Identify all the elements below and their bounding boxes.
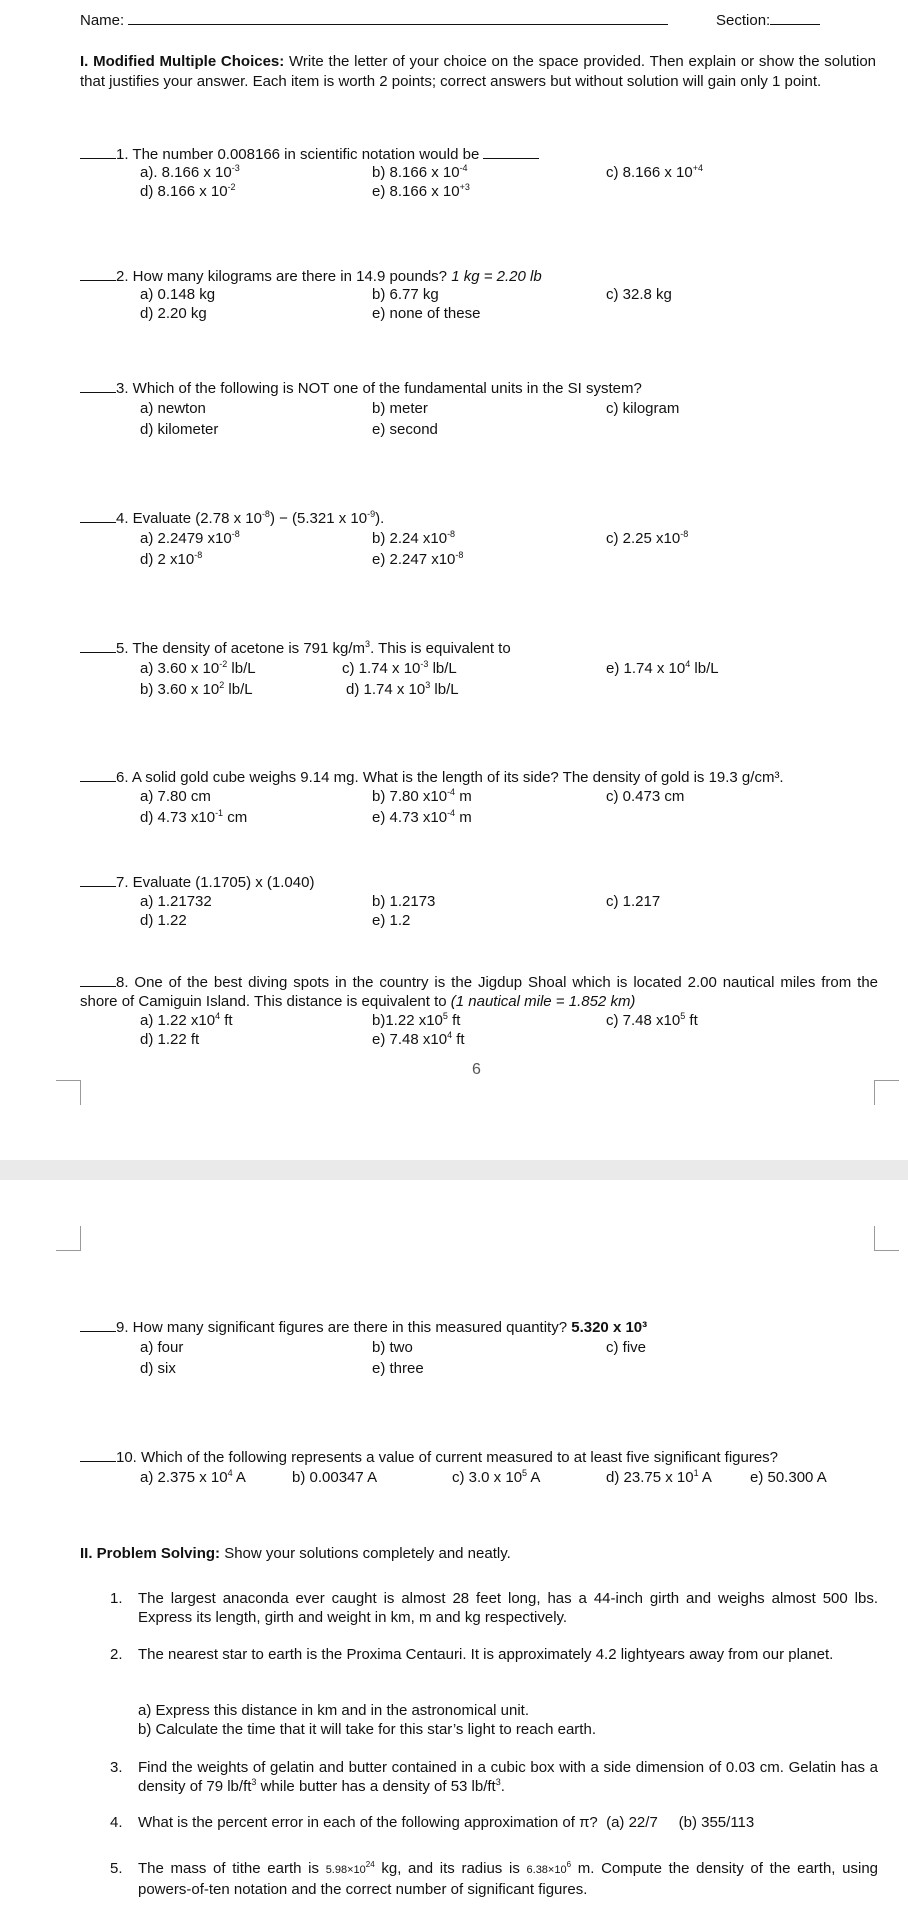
section-blank[interactable] [770, 10, 820, 25]
q6-choice-e: e) 4.73 $x10^{-4}$ m [372, 808, 472, 826]
page-gap [0, 1160, 908, 1180]
answer-blank-9[interactable] [80, 1317, 116, 1332]
q4-choice-d: d) 2 $x10^{-8}$ [140, 550, 203, 568]
answer-blank-10[interactable] [80, 1447, 116, 1462]
q3-choice-b: b) meter [372, 400, 428, 417]
question-6-stem: 6. A solid gold cube weighs 9.14 mg. What is the length of its side? The density of gold is 19.3 g/cm³. [80, 767, 784, 787]
q6-choice-b: b) 7.80 $x10^{-4}$ m [372, 787, 472, 805]
q7-choice-d: d) 1.22 [140, 912, 187, 929]
q2-choice-e: e) none of these [372, 305, 481, 322]
q8-choice-a: a) 1.22 $x10^4$ ft [140, 1011, 233, 1029]
crop-mark-top-right [874, 1080, 899, 1105]
answer-blank-3[interactable] [80, 378, 116, 393]
q8-choice-e: e) 7.48 $x10^4$ ft [372, 1030, 465, 1048]
problem-5-text: The mass of tithe earth is $5.98\times 10^{24}$ kg, and its radius is $6.38\times 10^6$ m. Compute the density of the earth, using powers-of-ten notation and the correct number of significant figures. [138, 1860, 879, 1898]
q1-choice-d: d) 8.166 x $10^{-2}$ [140, 182, 236, 200]
q6-choice-a: a) 7.80 cm [140, 788, 211, 805]
q7-choice-a: a) 1.21732 [140, 893, 212, 910]
q5-choice-e: e) 1.74 x $10^4$ lb/L [606, 659, 719, 677]
q5-choice-c: c) 1.74 x $10^{-3}$ lb/L [342, 659, 457, 677]
q7-choice-b: b) 1.2173 [372, 893, 436, 910]
crop-mark-bottom-right [874, 1226, 899, 1251]
name-label: Name: [80, 12, 125, 29]
section2-title: II. Problem Solving: [80, 1545, 221, 1562]
q7-choice-e: e) 1.2 [372, 912, 411, 929]
q5-choice-d: d) 1.74 x $10^3$ lb/L [346, 680, 459, 698]
q9-choice-b: b) two [372, 1339, 413, 1356]
section2-text: Show your solutions completely and neatly. [224, 1545, 511, 1562]
q4-choice-b: b) 2.24 $x10^{-8}$ [372, 529, 456, 547]
q1-choice-c: c) 8.166 x $10^{+4}$ [606, 163, 703, 181]
q5-choice-a: a) 3.60 x $10^{-2}$ lb/L [140, 659, 256, 677]
problem-4-text: What is the percent error in each of the following approximation of π? (a) 22/7 (b) 355/113 [138, 1814, 755, 1831]
q8-choice-c: c) 7.48 $x10^5$ ft [606, 1011, 698, 1029]
q3-choice-e: e) second [372, 421, 438, 438]
q2-choice-a: a) 0.148 kg [140, 286, 216, 303]
q5-choice-b: b) 3.60 x $10^2$ lb/L [140, 680, 253, 698]
q6-choice-c: c) 0.473 cm [606, 788, 685, 805]
q2-choice-d: d) 2.20 kg [140, 305, 207, 322]
q4-choice-c: c) 2.25 $x10^{-8}$ [606, 529, 689, 547]
problem-1-number: 1. [110, 1590, 123, 1607]
section1-text: Write the letter of your choice on the space provided. Then explain or show the solution that justifies your answer. Each item is worth 2 points; correct answers but without solution will gain only 1 point. [80, 53, 877, 90]
question-2-stem: 2. How many kilograms are there in 14.9 pounds? 1 kg = 2.20 lb [80, 266, 542, 286]
problem-5-number: 5. [110, 1860, 123, 1877]
section1-instructions [80, 52, 876, 92]
q1-choice-b: b) 8.166 x $10^{-4}$ [372, 163, 468, 181]
q1-text: 1. The number 0.008166 in scientific notation would be [116, 146, 480, 163]
question-3-stem: 3. Which of the following is NOT one of the fundamental units in the SI system? [80, 378, 642, 398]
problem-1-text: The largest anaconda ever caught is almost 28 feet long, has a 44-inch girth and weighs almost 500 lbs. Express its length, girth and weight in km, m and kg respectively. [138, 1590, 878, 1626]
q6-choice-d: d) 4.73 $x10^{-1}$ cm [140, 808, 248, 826]
problem-2-text: The nearest star to earth is the Proxima Centauri. It is approximately 4.2 lightyears away from our planet. [138, 1646, 834, 1663]
page-number: 6 [472, 1061, 481, 1078]
question-4-stem: 4. Evaluate (2.78 x $10^{-8}) - (5.321$ x $10^{-9}$). [80, 508, 384, 528]
q7-choice-c: c) 1.217 [606, 893, 661, 910]
q4-choice-e: e) 2.247 $x10^{-8}$ [372, 550, 464, 568]
q2-choice-b: b) 6.77 kg [372, 286, 439, 303]
q9-choice-e: e) three [372, 1360, 424, 1377]
q10-choice-c: c) 3.0 x $10^5$ A [452, 1468, 541, 1486]
section-label: Section: [716, 12, 771, 29]
answer-blank-2[interactable] [80, 266, 116, 281]
problem-3-text: Find the weights of gelatin and butter contained in a cubic box with a side dimension of 0.03 cm. Gelatin has a density of 79 $lb/ft^3$ while butter has a density of 53 $lb/ft^3$. [138, 1759, 878, 1795]
q3-choice-c: c) kilogram [606, 400, 680, 417]
problem-2a: a) Express this distance in km and in the astronomical unit. [138, 1702, 530, 1719]
problem-4-number: 4. [110, 1814, 123, 1831]
name-blank[interactable] [128, 10, 668, 25]
q8-choice-b: b)1.22 $x10^5$ ft [372, 1011, 461, 1029]
answer-blank-5[interactable] [80, 638, 116, 653]
answer-blank-4[interactable] [80, 508, 116, 523]
q8-choice-d: d) 1.22 ft [140, 1031, 200, 1048]
q3-choice-d: d) kilometer [140, 421, 219, 438]
q1-choice-a: a). 8.166 x $10^{-3}$ [140, 163, 240, 181]
problem-2b: b) Calculate the time that it will take for this star’s light to reach earth. [138, 1721, 596, 1738]
name-field [80, 10, 668, 30]
answer-blank-7[interactable] [80, 872, 116, 887]
q9-choice-d: d) six [140, 1360, 176, 1377]
problem-2-number: 2. [110, 1646, 123, 1663]
section-field [716, 10, 820, 30]
q1-fill-blank [483, 144, 539, 159]
question-8-stem: 8. One of the best diving spots in the country is the Jigdup Shoal which is located 2.00 nautical miles from the shore of Camiguin Island. This distance is equivalent to (1 nautical mile = 1.852 km) [80, 974, 878, 1010]
question-10-stem: 10. Which of the following represents a value of current measured to at least five significant figures? [80, 1447, 778, 1467]
q10-choice-d: d) 23.75 x $10^1$ A [606, 1468, 712, 1486]
q2-choice-c: c) 32.8 kg [606, 286, 672, 303]
q3-choice-a: a) newton [140, 400, 206, 417]
section2-heading [80, 1544, 511, 1563]
answer-blank-6[interactable] [80, 767, 116, 782]
question-5-stem: 5. The density of acetone is 791 $kg/m^3$. This is equivalent to [80, 638, 511, 658]
crop-mark-bottom-left [56, 1226, 81, 1251]
q4-choice-a: a) 2.2479 $x10^{-8}$ [140, 529, 240, 547]
question-1-stem [80, 144, 539, 164]
q10-choice-a: a) 2.375 x $10^4$ A [140, 1468, 246, 1486]
answer-blank-8[interactable] [80, 972, 116, 987]
section1-title: I. Modified Multiple Choices: [80, 53, 285, 70]
q10-choice-e: e) 50.300 A [750, 1469, 827, 1486]
problem-3-number: 3. [110, 1759, 123, 1776]
answer-blank-1[interactable] [80, 144, 116, 159]
q9-choice-c: c) five [606, 1339, 647, 1356]
crop-mark-top-left [56, 1080, 81, 1105]
q9-choice-a: a) four [140, 1339, 184, 1356]
q1-choice-e: e) 8.166 x $10^{+3}$ [372, 182, 470, 200]
question-9-stem: 9. How many significant figures are there in this measured quantity? 5.320 x 10³ [80, 1317, 647, 1337]
question-7-stem: 7. Evaluate (1.1705) x (1.040) [80, 872, 314, 892]
q10-choice-b: b) 0.00347 A [292, 1469, 378, 1486]
